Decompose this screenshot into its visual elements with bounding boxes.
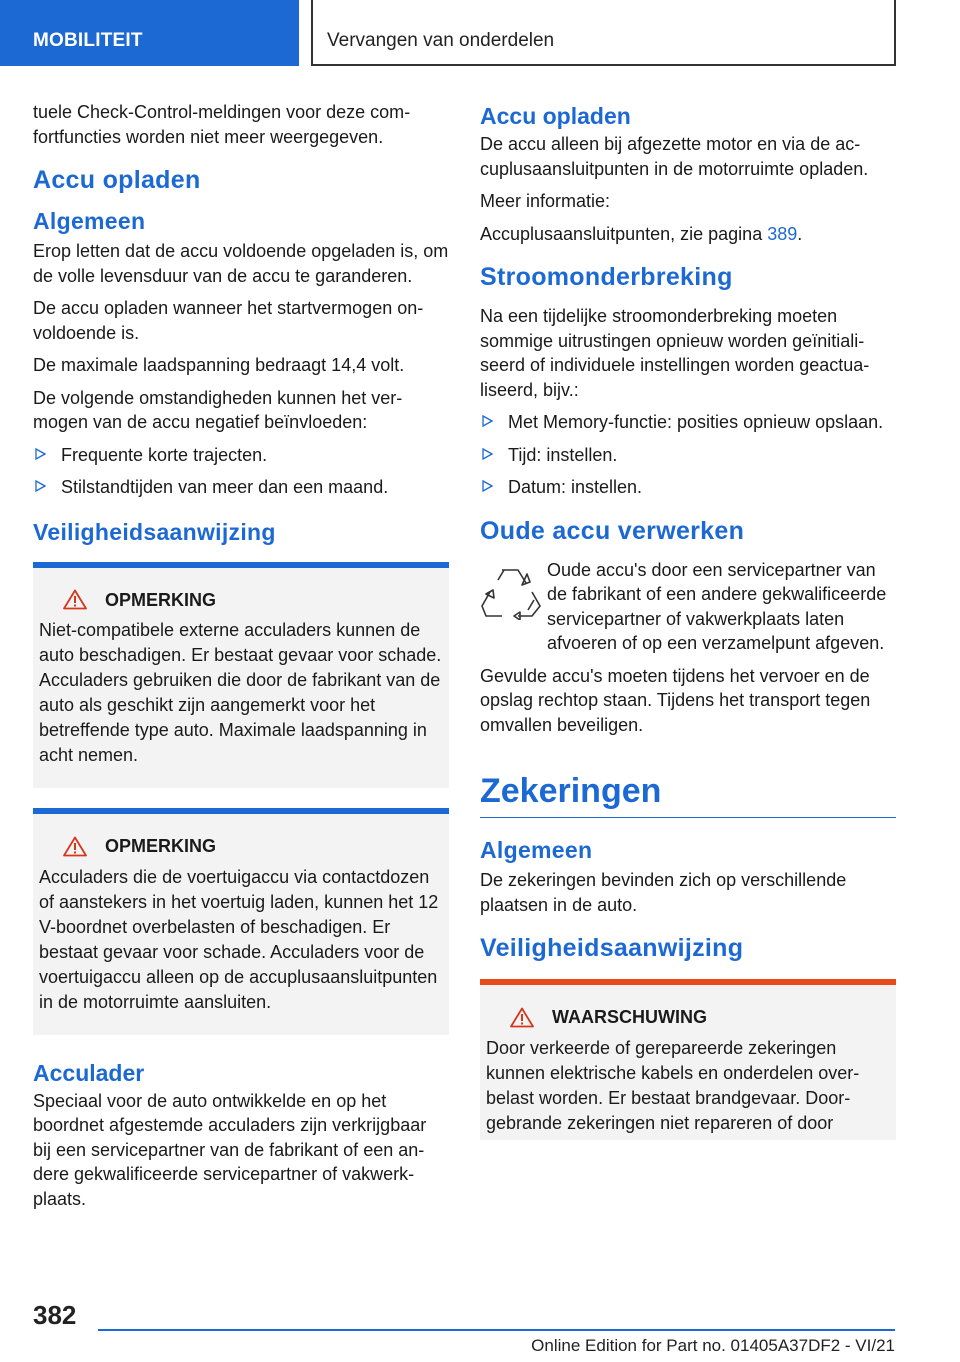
heading-oude-accu: Oude accu verwerken: [480, 516, 745, 545]
left-column: [33, 100, 449, 1219]
paragraph: Speciaal voor de auto ontwikkelde en op het boordnet afgestemde acculaders zijn verkrijgbaar bij een servicepartner van de fabrikant of een andere gekwalificeerde servicepartner of vakwerkplaats.: [33, 1090, 427, 1209]
chapter-title: Vervangen van onderdelen: [311, 0, 896, 66]
list-item: [33, 475, 449, 500]
page-number: 382: [33, 1300, 77, 1330]
list-item-text: Tijd: instellen.: [508, 444, 618, 465]
recycle-paragraph: [480, 558, 896, 656]
note-body: Acculaders die de voertuigaccu via contactdozen of aanstekers in het voertuig laden, kunnen het 12 V-boordnet overbelasten of beschadigen. Er bestaat gevaar voor schade. Acculaders voor de voertuigaccu alleen op de accuplusaansluitpunten in de motorruimte aansluiten.: [39, 866, 439, 1012]
warning-body: Door verkeerde of gerepareerde zekeringen kunnen elektrische kabels en onderdelen overbelast worden. Er bestaat brandgevaar. Doorgebrande zekeringen niet repareren of door: [486, 1037, 860, 1133]
paragraph: Gevulde accu's moeten tijdens het vervoer en de opslag rechtop staan. Tijdens het transport tegen omvallen beveiligen.: [480, 665, 871, 735]
list-item-text: Frequente korte trajecten.: [61, 444, 268, 465]
paragraph: Meer informatie:: [480, 191, 611, 211]
right-column: [480, 102, 896, 1160]
paragraph: Erop letten dat de accu voldoende opgeladen is, om de volle levensduur van de accu te garanderen.: [33, 241, 449, 286]
heading-acculader: Acculader: [33, 1059, 145, 1086]
page-link[interactable]: 389: [767, 223, 798, 244]
recycle-text: Oude accu's door een servicepartner van de fabrikant of een andere gekwalificeerde servicepartner of vakwerkplaats laten afvoeren of op een verzamelpunt afgeven.: [547, 559, 887, 653]
triangle-bullet-icon: [482, 480, 493, 492]
recycle-icon: [480, 564, 542, 620]
heading-algemeen: Algemeen: [480, 837, 593, 863]
triangle-bullet-icon: [482, 448, 493, 460]
intro-text: tuele Check-Control-meldingen voor deze comfortfuncties worden niet meer weergegeven.: [33, 102, 411, 147]
warning-title: WAARSCHUWING: [510, 1005, 890, 1030]
paragraph: Accuplusaansluitpunten, zie pagina 389.: [480, 223, 803, 244]
heading-algemeen: Algemeen: [33, 208, 146, 234]
list-item-text: Stilstandtijden van meer dan een maand.: [61, 477, 389, 497]
triangle-bullet-icon: [482, 415, 493, 427]
list-item: [480, 443, 896, 468]
warning-triangle-icon: [63, 836, 87, 857]
warning-box: [480, 979, 896, 1140]
bullet-list: [480, 410, 896, 500]
heading-zekeringen: Zekeringen: [480, 771, 896, 818]
heading-veiligheidsaanwijzing: Veiligheidsaanwijzing: [480, 934, 744, 962]
paragraph: De zekeringen bevinden zich op verschillende plaatsen in de auto.: [480, 870, 847, 915]
heading-accu-opladen: Accu opladen: [480, 103, 631, 129]
heading-veiligheidsaanwijzing: Veiligheidsaanwijzing: [33, 518, 276, 545]
section-tab: MOBILITEIT: [0, 0, 299, 66]
paragraph: De maximale laadspanning bedraagt 14,4 volt.: [33, 355, 405, 375]
list-item-text: Met Memory-functie: posities opnieuw opslaan.: [508, 412, 884, 432]
paragraph: De accu alleen bij afgezette motor en via de accuplusaansluitpunten in de motorruimte opladen.: [480, 134, 869, 179]
triangle-bullet-icon: [35, 480, 46, 492]
note-box: [33, 808, 449, 1035]
heading-accu-opladen: Accu opladen: [33, 166, 201, 194]
list-item: [33, 443, 449, 468]
note-title: OPMERKING: [63, 588, 443, 613]
warning-triangle-icon: [63, 589, 87, 610]
triangle-bullet-icon: [35, 448, 46, 460]
list-item: [480, 475, 896, 500]
heading-stroomonderbreking: Stroomonderbreking: [480, 263, 733, 291]
note-body: Niet-compatibele externe acculaders kunnen de auto beschadigen. Er bestaat gevaar voor schade. Acculaders gebruiken die door de fabrikant van de auto als geschikt zijn aangemerkt voor het betreffende type auto. Maximale laadspanning in acht nemen.: [39, 620, 442, 765]
bullet-list: [33, 443, 449, 500]
paragraph: De volgende omstandigheden kunnen het vermogen van de accu negatief beïnvloeden:: [33, 387, 403, 432]
footer-divider: [98, 1329, 895, 1331]
note-title: OPMERKING: [63, 834, 443, 859]
paragraph: Na een tijdelijke stroomonderbreking moeten sommige uitrustingen opnieuw worden geïnitialiseerd of individuele instellingen worden geactualiseerd, bijv.:: [480, 306, 870, 400]
note-box: [33, 562, 449, 789]
list-item-text: Datum: instellen.: [508, 477, 643, 497]
footer-edition: Online Edition for Part no. 01405A37DF2 - VI/21: [531, 1336, 895, 1355]
list-item: [480, 410, 896, 435]
paragraph: De accu opladen wanneer het startvermogen onvoldoende is.: [33, 298, 424, 343]
warning-triangle-icon: [510, 1007, 534, 1028]
